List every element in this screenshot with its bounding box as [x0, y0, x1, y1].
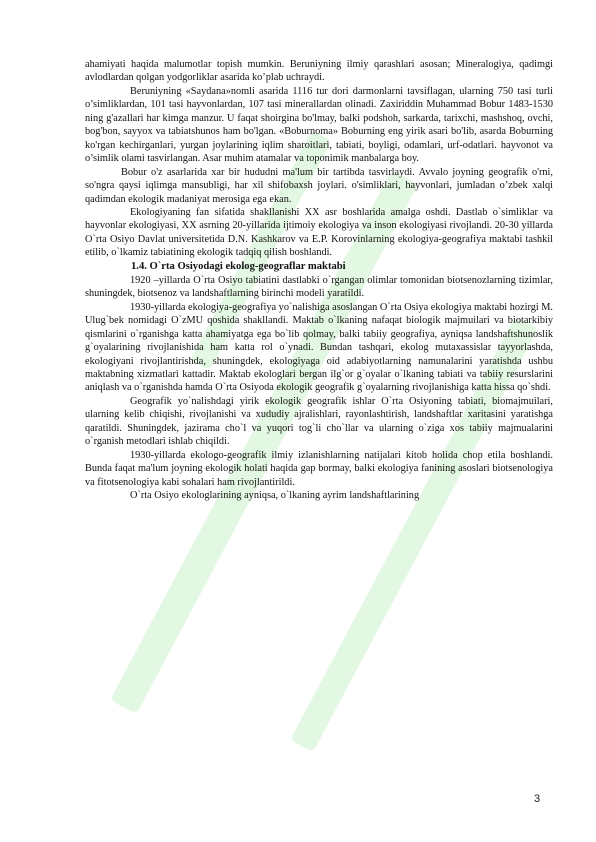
- page-number: 3: [534, 793, 541, 805]
- section-paragraph-2: 1930-yillarda ekologiya-geografiya yo`nalishiga asoslangan O`rta Osiya ekologiya maktabi hozirgi M. Ulug`bek nomidagi O`zMU qoshida shakllandi. Maktab o`lkaning nafaqat biologik majmuilari va biotarkibiy qismlarini o`rganishga katta ahamiyatga ega bo`lib qolmay, balki tabiiy geografiya, ayniqsa landshaftshunoslik g`oyalarining rivojlanishida ham katta rol o`ynadi. Bundan tashqari, ekolog mutaxassislar tayyorlashda, ekologiyani rivojlantirishda, shuningdek, ekologiyaga oid adabiyotlarning namunalarini yaratishda ushbu maktabning xizmatlari kattadir. Maktab ekologlari bergan ilg`or g`oyalar o`lkaning tabiati va tabiiy resurslarini aniqlash va o`rganishda hamda O`rta Osiyoda ekologik geografik g`oyalarning rivojlanishiga katta hissa qo`shdi.: [85, 301, 554, 394]
- paragraph-2: Beruniyning «Saydana»nomli asarida 1116 tur dori darmonlarni tavsiflagan, ularning 750 tasi turli o’simliklardan, 101 tasi hayvonlardan, 107 tasi minerallardan olinadi. Zaxiriddin Muhammad Bobur 1483-1530 ning g'azallari har kimga manzur. U faqat shoirgina bo'lmay, balki podshoh, sarkarda, tarixchi, mashshoq, ovchi, bog'bon, sayyox va tabiatshunos ham bo'lgan. «Boburnoma» Boburning eng yirik asari bo'lib, asarda Boburning ko'rgan kechirganlari, yurgan joylarining iqlim sharoitlari, tabiati, boyligi, odamlari, urf-odatlari. hayvonot va o’simlik olami tasvirlangan. Asar muhim atamalar va toponimik manbalarga boy.: [85, 85, 553, 165]
- section-heading: 1.4. O`rta Osiyodagi ekolog-geograflar maktabi: [131, 260, 346, 272]
- paragraph-4: Ekologiyaning fan sifatida shakllanishi XX asr boshlarida amalga oshdi. Dastlab o`simliklar va hayvonlar ekologiyasi, XX asrning 20-yillarida ijtimoiy ekologiya va inson ekologiyasi rivojlandi. 20-30 yillarda O`rta Osiyo Davlat universitetida D.N. Kashkarov va E.P. Korovinlarning ekologiya-geografiya maktabi tashkil etilib, o`lkamiz tabiatining ekologik tadqiq qilish boshlandi.: [85, 206, 553, 259]
- section-paragraph-3: Geografik yo`nalishdagi yirik ekologik geografik ishlar O`rta Osiyoning tabiati, biomajmuilari, ularning kelib chiqishi, rivojlanishi va xududiy ajralishlari, rayonlashtirish, landshaftlar xaritasini yaratishga qaratildi. Shuningdek, jazirama cho`l va yuqori tog`li cho`llar va ularning o`ziga xos tabiiy majmualarini o`rganish metodlari ishlab chiqildi.: [85, 395, 553, 448]
- section-paragraph-4: 1930-yillarda ekologo-geografik ilmiy izlanishlarning natijalari kitob holida chop etila boshlandi. Bunda faqat ma'lum joyning ekologik holati haqida gap bormay, balki ekologiya fanining asoslari biotsenologiya va fitotsenologiya kabi sohalari ham rivojlantirildi.: [85, 449, 553, 488]
- paragraph-1: ahamiyati haqida malumotlar topish mumkin. Beruniyning ilmiy qarashlari asosan; Mineralogiya, qadimgi avlodlardan qolgan yodgorliklar asarida ko’plab uchraydi.: [85, 59, 553, 84]
- section-paragraph-5: O`rta Osiyo ekologlarining ayniqsa, o`lkaning ayrim landshaftlarining: [130, 490, 420, 502]
- section-paragraph-1: 1920 –yillarda O`rta Osiyo tabiatini dastlabki o`rgangan olimlar tomonidan biotsenozlarning tizimlar, shuningdek, biotsenoz va landshaftlarning birinchi modeli yaratildi.: [85, 274, 553, 300]
- page-content: [85, 58, 553, 503]
- paragraph-3: Bobur o'z asarlarida xar bir hududni ma'lum bir tartibda tasvirlaydi. Avvalo joyning geografik o'rni, so'ngra qaysi iqlimga mansubligi, har xil shifobaxsh joylari. o'simliklari, hayvonlari, jumladan o’zbek xalqi qadimdan ekologik madaniyat merosiga ega ekan.: [85, 166, 553, 205]
